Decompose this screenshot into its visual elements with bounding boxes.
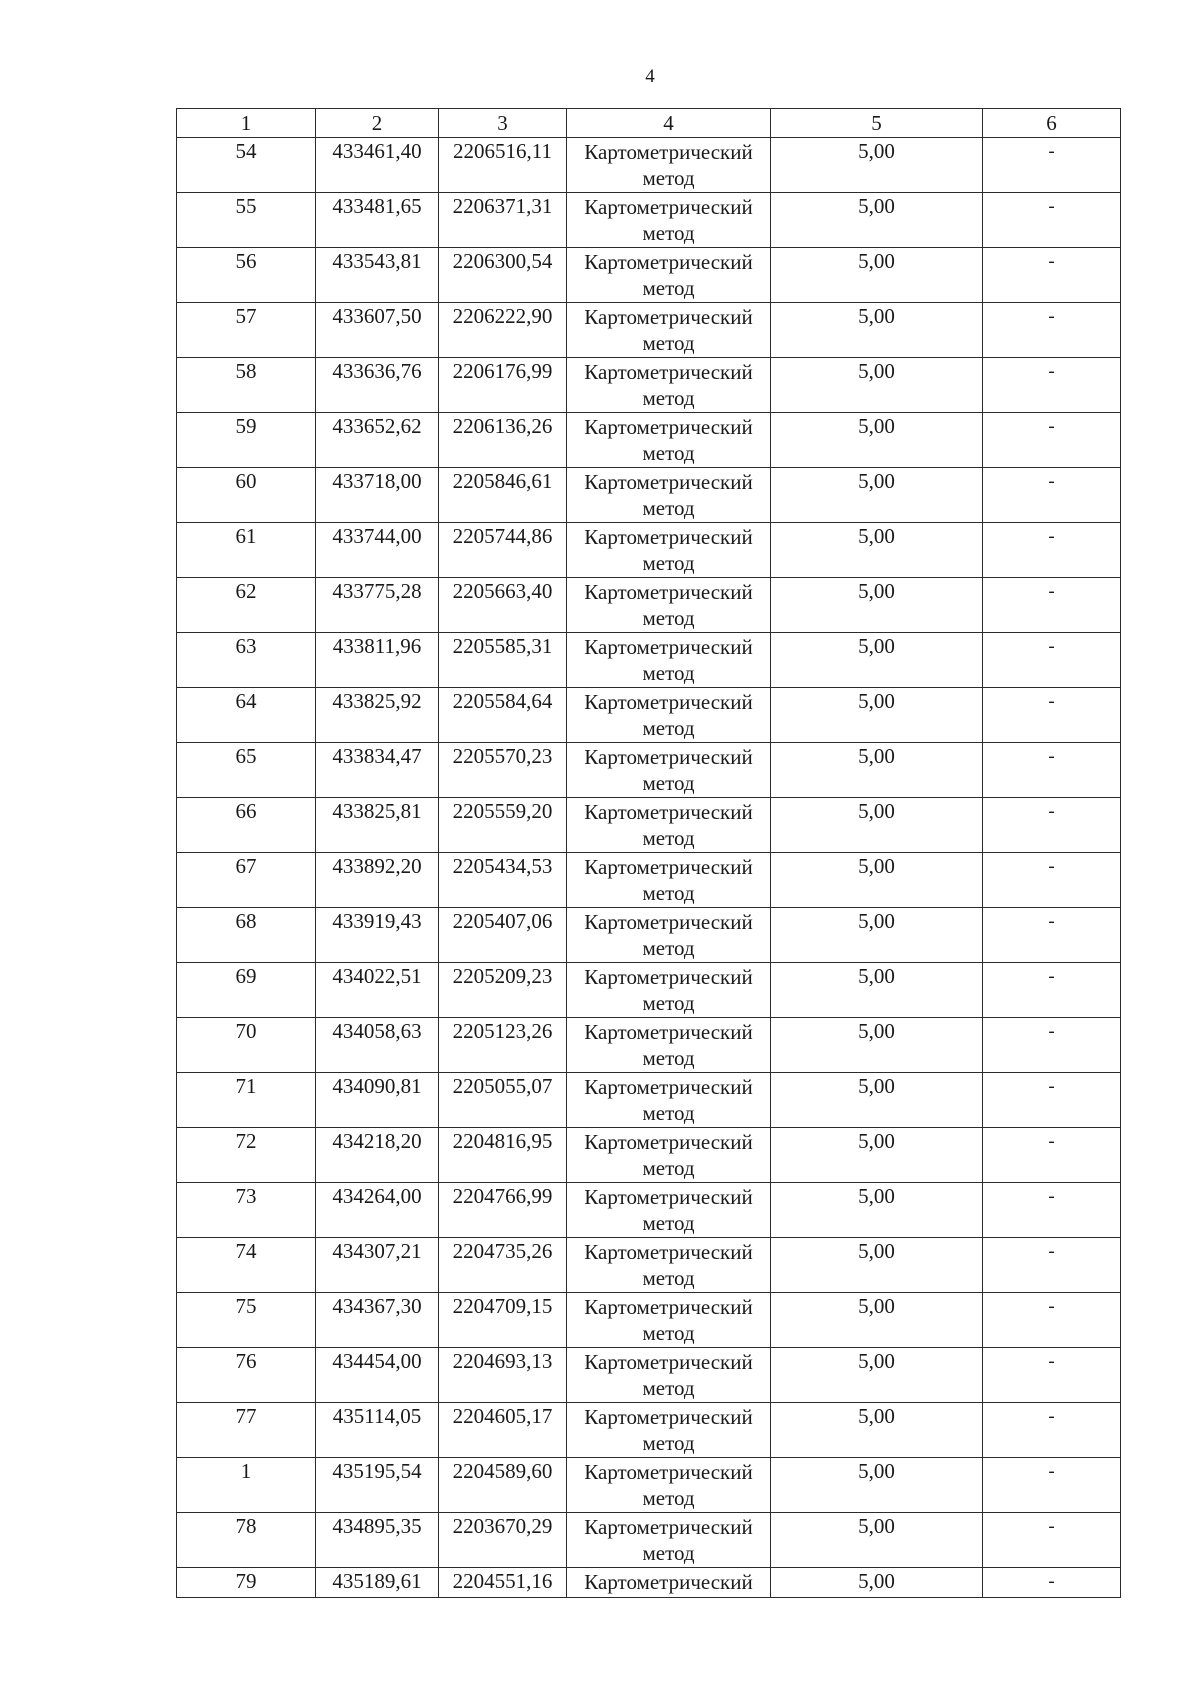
coordinates-table: [176, 108, 1121, 1598]
note-cell: -: [983, 193, 1121, 248]
coord-y-cell: 2206136,26: [439, 413, 567, 468]
method-cell: Картометрический метод: [567, 1348, 771, 1403]
note-cell: -: [983, 1018, 1121, 1073]
table-row: [177, 1073, 1121, 1128]
coord-y-cell: 2204693,13: [439, 1348, 567, 1403]
coord-x-cell: 435114,05: [316, 1403, 439, 1458]
table-row: [177, 743, 1121, 798]
note-cell: -: [983, 523, 1121, 578]
point-number-cell: 76: [177, 1348, 316, 1403]
coord-x-cell: 434090,81: [316, 1073, 439, 1128]
accuracy-cell: 5,00: [771, 303, 983, 358]
header-cell: 4: [567, 109, 771, 138]
table-row: [177, 1403, 1121, 1458]
note-cell: -: [983, 303, 1121, 358]
accuracy-cell: 5,00: [771, 1293, 983, 1348]
point-number-cell: 68: [177, 908, 316, 963]
coord-y-cell: 2203670,29: [439, 1513, 567, 1568]
note-cell: -: [983, 908, 1121, 963]
coord-y-cell: 2204605,17: [439, 1403, 567, 1458]
table-row: [177, 523, 1121, 578]
coord-x-cell: 434454,00: [316, 1348, 439, 1403]
method-cell: Картометрический метод: [567, 358, 771, 413]
note-cell: -: [983, 688, 1121, 743]
accuracy-cell: 5,00: [771, 1128, 983, 1183]
coord-y-cell: 2205584,64: [439, 688, 567, 743]
header-cell: 3: [439, 109, 567, 138]
point-number-cell: 72: [177, 1128, 316, 1183]
accuracy-cell: 5,00: [771, 523, 983, 578]
point-number-cell: 66: [177, 798, 316, 853]
coord-x-cell: 433825,81: [316, 798, 439, 853]
coord-x-cell: 434058,63: [316, 1018, 439, 1073]
table-row: [177, 1513, 1121, 1568]
table-body: [177, 138, 1121, 1598]
coord-x-cell: 433919,43: [316, 908, 439, 963]
note-cell: -: [983, 1128, 1121, 1183]
method-cell: Картометрический метод: [567, 523, 771, 578]
accuracy-cell: 5,00: [771, 358, 983, 413]
coord-x-cell: 433481,65: [316, 193, 439, 248]
coord-x-cell: 434218,20: [316, 1128, 439, 1183]
method-cell: Картометрический метод: [567, 1183, 771, 1238]
note-cell: -: [983, 358, 1121, 413]
coord-y-cell: 2205209,23: [439, 963, 567, 1018]
note-cell: -: [983, 248, 1121, 303]
point-number-cell: 78: [177, 1513, 316, 1568]
point-number-cell: 79: [177, 1568, 316, 1598]
note-cell: -: [983, 1073, 1121, 1128]
method-cell: Картометрический метод: [567, 688, 771, 743]
method-cell: Картометрический метод: [567, 963, 771, 1018]
note-cell: -: [983, 853, 1121, 908]
point-number-cell: 65: [177, 743, 316, 798]
table-row: [177, 358, 1121, 413]
coord-y-cell: 2204766,99: [439, 1183, 567, 1238]
accuracy-cell: 5,00: [771, 1073, 983, 1128]
point-number-cell: 54: [177, 138, 316, 193]
accuracy-cell: 5,00: [771, 1513, 983, 1568]
table-row: [177, 1018, 1121, 1073]
table-row: [177, 1128, 1121, 1183]
table-row: [177, 1183, 1121, 1238]
table-row: [177, 193, 1121, 248]
point-number-cell: 75: [177, 1293, 316, 1348]
coord-x-cell: 434895,35: [316, 1513, 439, 1568]
accuracy-cell: 5,00: [771, 1238, 983, 1293]
accuracy-cell: 5,00: [771, 1348, 983, 1403]
coord-x-cell: 433543,81: [316, 248, 439, 303]
method-cell: Картометрический метод: [567, 303, 771, 358]
coord-y-cell: 2206176,99: [439, 358, 567, 413]
method-cell: Картометрический метод: [567, 193, 771, 248]
accuracy-cell: 5,00: [771, 743, 983, 798]
accuracy-cell: 5,00: [771, 248, 983, 303]
point-number-cell: 1: [177, 1458, 316, 1513]
note-cell: -: [983, 468, 1121, 523]
coord-x-cell: 434264,00: [316, 1183, 439, 1238]
point-number-cell: 64: [177, 688, 316, 743]
header-cell: 2: [316, 109, 439, 138]
method-cell: Картометрический метод: [567, 468, 771, 523]
point-number-cell: 69: [177, 963, 316, 1018]
accuracy-cell: 5,00: [771, 798, 983, 853]
note-cell: -: [983, 1183, 1121, 1238]
coord-x-cell: 434307,21: [316, 1238, 439, 1293]
point-number-cell: 71: [177, 1073, 316, 1128]
table-row: [177, 578, 1121, 633]
method-cell: Картометрический метод: [567, 1403, 771, 1458]
point-number-cell: 61: [177, 523, 316, 578]
table-row: [177, 1568, 1121, 1598]
coord-y-cell: 2204709,15: [439, 1293, 567, 1348]
method-cell: Картометрический метод: [567, 578, 771, 633]
accuracy-cell: 5,00: [771, 578, 983, 633]
coord-y-cell: 2205434,53: [439, 853, 567, 908]
note-cell: -: [983, 1568, 1121, 1598]
table-header-row: [177, 109, 1121, 138]
note-cell: -: [983, 633, 1121, 688]
method-cell: Картометрический метод: [567, 1513, 771, 1568]
coord-x-cell: 434367,30: [316, 1293, 439, 1348]
coord-x-cell: 433892,20: [316, 853, 439, 908]
accuracy-cell: 5,00: [771, 468, 983, 523]
coord-y-cell: 2205585,31: [439, 633, 567, 688]
note-cell: -: [983, 1513, 1121, 1568]
note-cell: -: [983, 963, 1121, 1018]
header-cell: 6: [983, 109, 1121, 138]
note-cell: -: [983, 1348, 1121, 1403]
note-cell: -: [983, 743, 1121, 798]
coord-y-cell: 2206300,54: [439, 248, 567, 303]
coord-x-cell: 433744,00: [316, 523, 439, 578]
table-row: [177, 413, 1121, 468]
accuracy-cell: 5,00: [771, 1403, 983, 1458]
note-cell: -: [983, 413, 1121, 468]
accuracy-cell: 5,00: [771, 633, 983, 688]
accuracy-cell: 5,00: [771, 1183, 983, 1238]
coord-y-cell: 2204816,95: [439, 1128, 567, 1183]
method-cell: Картометрический метод: [567, 1018, 771, 1073]
coord-x-cell: 435195,54: [316, 1458, 439, 1513]
accuracy-cell: 5,00: [771, 138, 983, 193]
method-cell: Картометрический метод: [567, 1458, 771, 1513]
coord-y-cell: 2205055,07: [439, 1073, 567, 1128]
note-cell: -: [983, 1403, 1121, 1458]
coord-x-cell: 433607,50: [316, 303, 439, 358]
method-cell: Картометрический метод: [567, 853, 771, 908]
point-number-cell: 56: [177, 248, 316, 303]
table-row: [177, 633, 1121, 688]
coord-x-cell: 435189,61: [316, 1568, 439, 1598]
method-cell: Картометрический метод: [567, 908, 771, 963]
accuracy-cell: 5,00: [771, 963, 983, 1018]
method-cell: Картометрический метод: [567, 248, 771, 303]
accuracy-cell: 5,00: [771, 908, 983, 963]
coord-y-cell: 2205744,86: [439, 523, 567, 578]
coord-x-cell: 434022,51: [316, 963, 439, 1018]
coord-y-cell: 2206516,11: [439, 138, 567, 193]
table-row: [177, 468, 1121, 523]
note-cell: -: [983, 138, 1121, 193]
coord-y-cell: 2205663,40: [439, 578, 567, 633]
header-cell: 5: [771, 109, 983, 138]
coord-y-cell: 2205407,06: [439, 908, 567, 963]
coord-x-cell: 433775,28: [316, 578, 439, 633]
point-number-cell: 67: [177, 853, 316, 908]
coord-x-cell: 433461,40: [316, 138, 439, 193]
point-number-cell: 62: [177, 578, 316, 633]
accuracy-cell: 5,00: [771, 413, 983, 468]
method-cell: Картометрический метод: [567, 798, 771, 853]
table-row: [177, 248, 1121, 303]
table-row: [177, 1238, 1121, 1293]
coord-x-cell: 433811,96: [316, 633, 439, 688]
coord-y-cell: 2204735,26: [439, 1238, 567, 1293]
point-number-cell: 57: [177, 303, 316, 358]
point-number-cell: 59: [177, 413, 316, 468]
point-number-cell: 73: [177, 1183, 316, 1238]
coord-x-cell: 433834,47: [316, 743, 439, 798]
method-cell: Картометрический метод: [567, 138, 771, 193]
coord-y-cell: 2205559,20: [439, 798, 567, 853]
table-row: [177, 1348, 1121, 1403]
note-cell: -: [983, 578, 1121, 633]
coord-y-cell: 2206222,90: [439, 303, 567, 358]
method-cell: Картометрический метод: [567, 1073, 771, 1128]
table-row: [177, 908, 1121, 963]
point-number-cell: 74: [177, 1238, 316, 1293]
coord-y-cell: 2204589,60: [439, 1458, 567, 1513]
table-row: [177, 798, 1121, 853]
table-row: [177, 1458, 1121, 1513]
note-cell: -: [983, 1238, 1121, 1293]
point-number-cell: 70: [177, 1018, 316, 1073]
table-row: [177, 688, 1121, 743]
accuracy-cell: 5,00: [771, 1568, 983, 1598]
accuracy-cell: 5,00: [771, 853, 983, 908]
method-cell: Картометрический метод: [567, 1293, 771, 1348]
table-row: [177, 303, 1121, 358]
coord-y-cell: 2205123,26: [439, 1018, 567, 1073]
point-number-cell: 60: [177, 468, 316, 523]
coord-x-cell: 433825,92: [316, 688, 439, 743]
accuracy-cell: 5,00: [771, 193, 983, 248]
point-number-cell: 77: [177, 1403, 316, 1458]
coord-y-cell: 2205570,23: [439, 743, 567, 798]
table-row: [177, 963, 1121, 1018]
accuracy-cell: 5,00: [771, 688, 983, 743]
coord-y-cell: 2205846,61: [439, 468, 567, 523]
point-number-cell: 55: [177, 193, 316, 248]
method-cell: Картометрический метод: [567, 743, 771, 798]
coord-x-cell: 433652,62: [316, 413, 439, 468]
table-row: [177, 1293, 1121, 1348]
point-number-cell: 63: [177, 633, 316, 688]
note-cell: -: [983, 798, 1121, 853]
header-cell: 1: [177, 109, 316, 138]
accuracy-cell: 5,00: [771, 1018, 983, 1073]
note-cell: -: [983, 1293, 1121, 1348]
note-cell: -: [983, 1458, 1121, 1513]
method-cell: Картометрический метод: [567, 1238, 771, 1293]
coord-x-cell: 433636,76: [316, 358, 439, 413]
point-number-cell: 58: [177, 358, 316, 413]
method-cell: Картометрический метод: [567, 413, 771, 468]
coord-y-cell: 2204551,16: [439, 1568, 567, 1598]
page-number: 4: [645, 66, 655, 87]
method-cell: Картометрический метод: [567, 633, 771, 688]
table-row: [177, 853, 1121, 908]
method-cell: Картометрический метод: [567, 1128, 771, 1183]
method-cell: Картометрический: [567, 1568, 771, 1598]
table-row: [177, 138, 1121, 193]
coord-y-cell: 2206371,31: [439, 193, 567, 248]
accuracy-cell: 5,00: [771, 1458, 983, 1513]
coord-x-cell: 433718,00: [316, 468, 439, 523]
